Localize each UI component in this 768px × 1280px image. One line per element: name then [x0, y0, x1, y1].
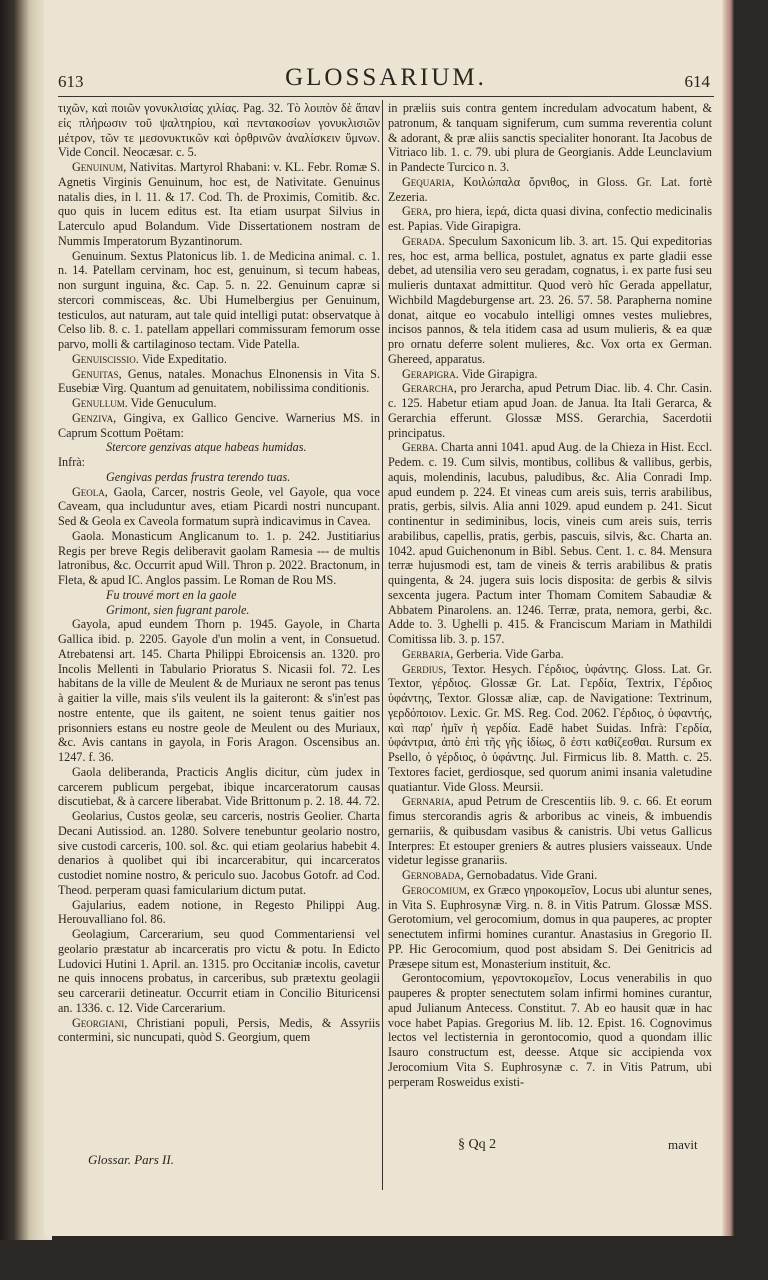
entry-headword: Gerarcha, — [402, 381, 457, 396]
glossary-entry — [388, 234, 712, 367]
entry-headword: Genuitas, — [72, 366, 122, 381]
entry-text: Nativitas. Martyrol Rhabani: v. KL. Febr. Romæ S. Agnetis Virginis Genuinum, hoc est, de Nativitate. Genuinus natalis dies, in l. 11. & 17. Cod. Th. de Proximis, Comitib. &c. quo quis in lucem editus est. Ita etiam usurpat Silvius in Laterculo apud Bolandum. Vide Dissertationem nostram de Nummis Imperatorum Byzantinorum. — [58, 160, 381, 248]
page-fore-edge — [722, 0, 734, 1236]
glossary-entry — [58, 809, 380, 898]
entry-text: ex Græco γηροκομεῖον, Locus ubi aluntur senes, in Vita S. Euphrosynæ Virg. n. 8. in Vitis Patrum. Glossæ MSS. Gerotomium, vel gerocomium, domus in qua pauperes, ac propter senectutem infirmi homines curantur. Anastasius in Gregorio II. PP. Hic Gerocomium, quod post absidam S. Dei Genitricis ad Præsepe situm est, Monasterium instituit, &c. — [388, 882, 713, 971]
glossary-entry — [58, 160, 380, 249]
glossary-entry — [388, 367, 712, 382]
entry-text: Speculum Saxonicum lib. 3. art. 15. Qui expeditorias res, hoc est, arma bellica, postulet, agnatus ex parte gladii esse debet, ad utensilia vero seu geradam, cognatus, i. ex parte fusi seu mulieris duntaxat admittitur. Quod verò hîc Gerada appellatur, Wichbild Magdeburgense art. 23. 26. 57. 58. Parapherna nomine donat, aitque eo vocabulo intelligi omnes vestes muliebres, incisos pannos, & tela itidem casa ad usum mulieris, & ea quæ pro ornatu deferre solent mulieres, &c. Vox orta ex German. Ghereed, apparatus. — [388, 233, 713, 366]
glossary-entry — [58, 411, 380, 441]
entry-text: Gaola. Monasticum Anglicanum to. 1. p. 242. Justitiarius Regis per breve Regis deliberavit gaolam Ramesia --- de multis latronibus, &c. Occurrit apud Will. Thron p. 2022. Bractonum, in Fleta, & apud IC. Anglos passim. Le Roman de Rou MS. — [58, 528, 380, 587]
entry-headword: Genuiscissio. — [72, 351, 139, 366]
entry-text: in præliis suis contra gentem incredulam advocatum habent, & patronum, & tanquam signiferum, cum summa reverentia colunt & adorant, & præ aliis sanctis specialiter honorant. Ita Jacobus de Vitriaco lib. 1. c. 79. ubi plura de Georgianis. Adde Leunclavium in Pandecte Turcico n. 3. — [388, 101, 712, 174]
entry-text: Gingiva, ex Gallico Gencive. Warnerius MS. in Caprum Scottum Poëtam: — [58, 410, 381, 440]
glossary-entry — [58, 485, 380, 529]
entry-headword: Gerocomium, — [402, 882, 470, 897]
glossary-entry — [58, 249, 380, 352]
entry-headword: Gerada. — [402, 233, 445, 248]
entry-text: τιχῶν, καὶ ποιῶν γονυκλισίας χιλίας. Pag. 32. Τὸ λοιπὸν δὲ ἅπαν εἰς πλήρωσιν τοῦ ψαλτηρίου, καὶ πεντακοσίων γονυκλισιῶν μέτρον, τῶν τε μεσονυκτικῶν καὶ ὀρθρινῶν ἀναλίσκειν ὕμνων. Vide Concil. Neocæsar. c. 5. — [58, 101, 380, 160]
footer-volume-note: Glossar. Pars II. — [88, 1152, 174, 1167]
glossary-entry — [58, 898, 380, 928]
glossary-entry — [58, 617, 380, 765]
entry-headword: Gerdius, — [402, 661, 447, 676]
glossary-entry — [388, 381, 712, 440]
entry-headword: Gerbaria, — [402, 646, 454, 661]
entry-headword: Gernobada, — [402, 868, 464, 882]
glossary-entry — [58, 101, 380, 160]
entry-headword: Gernaria, — [402, 794, 454, 809]
entry-text: Κοιλώπαλα ὄρνιθος, in Gloss. Gr. Lat. fortè Zezeria. — [388, 174, 712, 204]
glossary-entry — [388, 440, 712, 647]
entry-text: Gayola, apud eundem Thorn p. 1945. Gayole, in Charta Gallica ibid. p. 2205. Gayole d'un molin a vent, in Consuetud. Atrebatensi art. 145. Charta Philippi Ebroicensis an. 1320. pro Incolis Mellenti in Tabulario Prioratus S. Nicasii fol. 72. Les habitans de la ville de Meulent & de Muriaux ne seront pas tenus à gaitier la ville, mais s'ils veulent ils la gaiteront: & s'in'est pas nostre entente, que ils gaitent, ne soient tenus gaitier nos prisonniers estans eu nostre geole de Meulent ou des Muriaux, &c. Avis cantans in gayola, in Foris Aragon. Oscensibus an. 1247. f. 36. — [58, 617, 380, 764]
entry-text: Charta anni 1041. apud Aug. de la Chieza in Hist. Eccl. Pedem. c. 19. Cum silvis, montibus, collibus & vallibus, gerbis, aquis, molendinis, lacubus, paludibus, &c. Alia Conradi Imp. apud eundem p. 224. Et vineas cum areis suis, terris arabilibus, pratis, gerbis, silvis. Alia anni 1029. apud eundem p. 241. Sicut continentur in sediminibus, locis, vineis cum areis suis, terris arabilibus, capellis, pratis, gerbis, pascuis, silvis, &c. Charta an. 1042. apud Guichenonum in Bibl. Sebus. Cent. 1. c. 84. Mensura terræ hujusmodi est, tam de vineis & terris arabilibus & pratis quingenta, & 24. jugera suis locis disposita: de gerbis & silvis sexcenta jugera. Pactum inter Thomam Comitem Sabaudiæ & Abbatem Pinarolens. an. 1246. Terræ, prata, nemora, gerbi, &c. Adde to. 3. Ughelli p. 415. & Franciscum Mariam in Mathildi Comitissa lib. 3. p. 157. — [388, 440, 712, 646]
glossary-entry — [58, 352, 380, 367]
glossary-entry — [58, 396, 380, 411]
glossary-entry — [58, 927, 380, 1016]
entry-text: Genuinum. Sextus Platonicus lib. 1. de Medicina animal. c. 1. n. 14. Patellam cervinam, hoc est, genuinum, si tecum habeas, non surgunt inguina, &c. Cap. 5. n. 22. Genuinum capræ si stercori commisceas, &c. Ubi Humelbergius per Genuinum, testiculos, aut naturam, aut tale quid intelligi putat: observatque à Celso lib. 8. c. 1. patellam appellari commissuram femorum osse parvo, molli & cartilaginoso tectam. Vide Patella. — [58, 248, 380, 351]
running-header — [58, 62, 714, 97]
glossary-entry — [388, 868, 712, 883]
catchword: mavit — [668, 1137, 698, 1152]
signature-mark: § Qq 2 — [458, 1137, 497, 1152]
entry-headword: Georgiani, — [72, 1015, 128, 1030]
entry-headword: Geola, — [72, 484, 108, 499]
glossary-entry — [388, 794, 712, 868]
glossary-entry — [388, 662, 712, 795]
glossary-entry — [388, 101, 712, 175]
entry-text: Gerontocomium, γεροντοκομεῖον, Locus venerabilis in quo pauperes & propter senectutem solam infirmi homines curantur, apud Julianum Antecess. Constitut. 7. Ab eo hausit quæ in hac voce habet Papias. Gregorius M. lib. 12. Epist. 16. Cognovimus lectos vel lectisternia in gerontocomio, quod a quondam illic Isauro constructum est, deesse. Atque sic accipienda vox Jerocomium Vita S. Euphrosynæ c. 7. in Vitis Patrum, ubi perperam Rosweidus existi- — [388, 971, 712, 1089]
entry-text: pro Jerarcha, apud Petrum Diac. lib. 4. Chr. Casin. c. 125. Habetur etiam apud Joan. de Janua. Ita Itali Gerarca, & Gerarchia efferunt. Glossæ MSS. Gerarchia, Sacerdotii principatus. — [388, 381, 713, 440]
entry-text: Gernobadatus. Vide Grani. — [466, 868, 598, 882]
verse-line: Grimont, sien fugrant parole. — [106, 602, 250, 617]
glossary-entry — [58, 1016, 380, 1046]
running-title: GLOSSARIUM. — [285, 64, 487, 91]
glossary-entry — [58, 765, 380, 809]
entry-text: Geolagium, Carcerarium, seu quod Commentariensi vel geolario præstatur ab incarceratis pro victu & potu. In Edicto Ludovici Hutini 1. April. an. 1315. pro Occitaniæ incolis, cavetur ne quis innocens probatus, in carceribus, sub prætextu geolagii seu carcerarii detineatur. Occurrit etiam in Concilio Bituricensi an. 1336. c. 12. Vide Carcerarium. — [58, 927, 380, 1015]
glossary-entry — [58, 367, 380, 397]
entry-text: apud Petrum de Crescentiis lib. 9. c. 66. Et eorum fimus stercorandis agris & arboribus ac vineis, & imbuendis gernariis, & quibusdam vasibus & canistris. Ubi vetus Gallicus Interpres: Et estouper greniers & autres plusiers vaisseaux. Unde videtur legisse granariis. — [388, 794, 713, 868]
column-rule — [382, 100, 383, 1190]
entry-text: Vide Expeditatio. — [141, 351, 227, 366]
glossary-entry — [388, 175, 712, 205]
glossary-entry — [388, 883, 712, 972]
entry-text: Christiani populi, Persis, Medis, & Assyriis contermini, sic nuncupati, quòd S. Georgium, quem — [58, 1015, 380, 1045]
verse-line: Gengivas perdas frustra terendo tuas. — [106, 469, 291, 484]
glossary-entry — [58, 529, 380, 588]
left-column — [58, 101, 380, 1045]
entry-text: Gaola, Carcer, nostris Geole, vel Gayole, qua voce Caveam, qua includuntur aves, etiam Picardi nostri nuncupant. Sed & Geola ex Caveola formatum suprà indicavimus in Cavea. — [58, 484, 380, 528]
entry-text: Gajularius, eadem notione, in Regesto Philippi Aug. Herouvalliano fol. 86. — [58, 897, 380, 927]
glossary-entry — [388, 204, 712, 234]
entry-text: Vide Genuculum. — [130, 396, 217, 410]
entry-headword: Gera, — [402, 204, 432, 219]
verse-line: Fu trouvé mort en la gaole — [106, 587, 237, 602]
text-line: Infrà: — [58, 455, 86, 469]
entry-text: Geolarius, Custos geolæ, seu carceris, nostris Geolier. Charta Decani Autissiod. an. 1280. Solvere tenebuntur geolario nostro, sive custodi carceris, 100. sol. &c. qui etiam geolarius habebit 4. denarios à quolibet qui ibi incarcerabitur, qui incarceratos custodiet nomine nostro, & periculo suo. Jacobus Gotofr. ad Cod. Theod. perperam quasi famicularium dictum putat. — [58, 809, 380, 897]
page-number-right: 614 — [684, 72, 710, 91]
glossary-entry — [388, 647, 712, 662]
entry-headword: Gequaria, — [402, 174, 455, 189]
entry-headword: Gerapigra. — [402, 366, 459, 381]
entry-headword: Genullum. — [72, 396, 128, 410]
entry-text: Gerberia. Vide Garba. — [456, 646, 564, 661]
verse-line: Stercore genzivas atque habeas humidas. — [106, 440, 307, 455]
glossary-entry — [388, 971, 712, 1089]
entry-text: Gaola deliberanda, Practicis Anglis dicitur, cùm judex in carcerem publicum pergebat, ibique incarceratorum causas discutiebat, & à carcere liberabat. Vide Brittonum p. 2. 18. 44. 72. — [58, 764, 380, 809]
entry-text: Textor. Hesych. Γέρδιος, ὑφάντης. Gloss. Lat. Gr. Textor, γέρδιος. Glossæ Gr. Lat. Γερδία, Textrix, Γέρδιος ὑφάντης, Textor. Glossæ aliæ, cap. de Navigatione: Textrinum, γερδόποιον. Lexic. Gr. MS. Reg. Cod. 2062. Γέρδιος, ὁ ὑφαντής, καὶ παρ' ἡμῖν ἡ γερδία. Eadē habet Suidas. Infrà: Γερδία, ὑφάντρια, ἀπὸ ἐπὶ τῆς γῆς ἰδίως, ὅ ἐστι καθίζεσθαι. Rursum ex Psello, ὁ γέρδιος, ὁ ὑφάντης. Jul. Firmicus lib. 8. Matth. c. 25. Textores faciet, gerdiosque, sed quorum animi insania valetudine quatiantur. Vide Gloss. Meursii. — [388, 661, 712, 794]
right-column — [388, 101, 712, 1089]
entry-headword: Gerba. — [402, 440, 438, 455]
page-number-left: 613 — [58, 72, 84, 91]
entry-text: pro hiera, ἱερά, dicta quasi divina, confectio medicinalis est. Papias. Vide Girapigra. — [388, 204, 712, 233]
entry-headword: Genziva, — [72, 410, 117, 425]
entry-headword: Genuinum, — [72, 160, 127, 174]
entry-text: Vide Girapigra. — [461, 366, 538, 381]
entry-text: Genus, natales. Monachus Elnonensis in Vita S. Eusebiæ Virg. Quantum ad genuitatem, nobilissima conditionis. — [58, 366, 381, 396]
